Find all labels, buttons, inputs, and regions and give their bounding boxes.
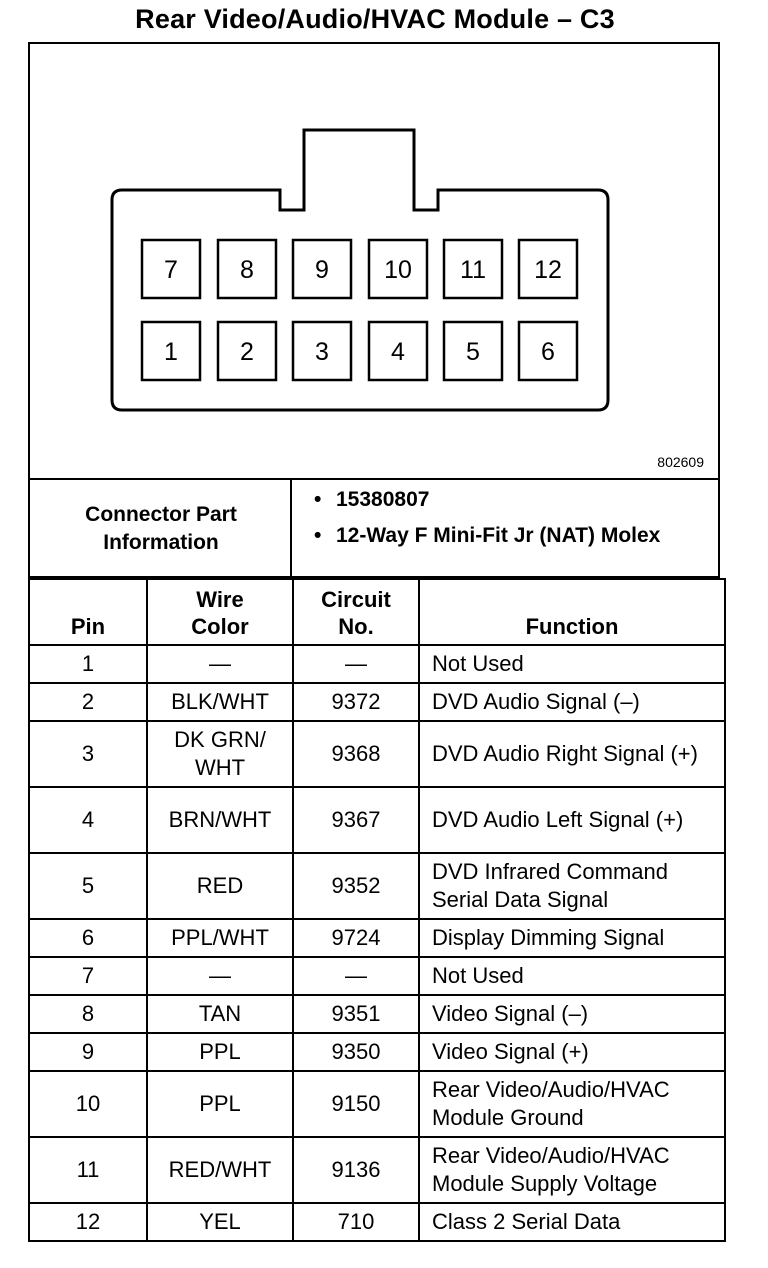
function-cell: DVD Audio Left Signal (+) bbox=[419, 787, 725, 853]
wire-color-cell: — bbox=[147, 645, 293, 683]
header-function: Function bbox=[419, 579, 725, 645]
wire-color-cell: RED bbox=[147, 853, 293, 919]
wire-color-cell: YEL bbox=[147, 1203, 293, 1241]
circuit-cell: 710 bbox=[293, 1203, 419, 1241]
pin-number-label: 5 bbox=[466, 338, 480, 366]
pin-number-label: 6 bbox=[541, 338, 555, 366]
connector-info-item bbox=[314, 522, 696, 549]
pin-cell: 9 bbox=[29, 1033, 147, 1071]
page-title: Rear Video/Audio/HVAC Module – C3 bbox=[135, 4, 615, 34]
connector-info-item bbox=[314, 486, 696, 513]
table-row bbox=[29, 919, 725, 957]
pin-number-label: 3 bbox=[315, 338, 329, 366]
connector-part-number: 15380807 bbox=[336, 488, 430, 511]
wire-color-cell: DK GRN/ WHT bbox=[147, 721, 293, 787]
pin-cell: 6 bbox=[29, 919, 147, 957]
table-header-row bbox=[29, 579, 725, 645]
wire-color-cell: TAN bbox=[147, 995, 293, 1033]
pin-number-label: 2 bbox=[240, 338, 254, 366]
pinout-table bbox=[28, 578, 726, 1242]
function-cell: Rear Video/Audio/HVAC Module Supply Voltage bbox=[419, 1137, 725, 1203]
table-row bbox=[29, 1033, 725, 1071]
circuit-cell: 9351 bbox=[293, 995, 419, 1033]
connector-frame bbox=[28, 42, 720, 578]
pin-cell: 7 bbox=[29, 957, 147, 995]
pin-cell: 3 bbox=[29, 721, 147, 787]
wire-color-cell: RED/WHT bbox=[147, 1137, 293, 1203]
function-cell: Video Signal (+) bbox=[419, 1033, 725, 1071]
table-row bbox=[29, 645, 725, 683]
circuit-cell: 9150 bbox=[293, 1071, 419, 1137]
function-cell: Class 2 Serial Data bbox=[419, 1203, 725, 1241]
table-row bbox=[29, 1137, 725, 1203]
pin-cell: 10 bbox=[29, 1071, 147, 1137]
header-pin: Pin bbox=[29, 579, 147, 645]
circuit-cell: 9368 bbox=[293, 721, 419, 787]
pin-number-label: 7 bbox=[164, 256, 178, 284]
function-cell: Display Dimming Signal bbox=[419, 919, 725, 957]
circuit-cell: 9724 bbox=[293, 919, 419, 957]
pin-cell: 11 bbox=[29, 1137, 147, 1203]
table-row bbox=[29, 683, 725, 721]
pin-cell: 12 bbox=[29, 1203, 147, 1241]
pin-cell: 5 bbox=[29, 853, 147, 919]
pin-number-label: 10 bbox=[384, 256, 412, 284]
figure-id: 802609 bbox=[657, 454, 704, 470]
function-cell: Not Used bbox=[419, 957, 725, 995]
header-wire-color: Wire Color bbox=[147, 579, 293, 645]
function-cell: Not Used bbox=[419, 645, 725, 683]
pin-cell: 4 bbox=[29, 787, 147, 853]
connector-description: 12-Way F Mini-Fit Jr (NAT) Molex bbox=[336, 524, 661, 547]
function-cell: DVD Audio Signal (–) bbox=[419, 683, 725, 721]
pin-number-label: 12 bbox=[534, 256, 562, 284]
pin-number-label: 11 bbox=[460, 256, 486, 284]
circuit-cell: 9367 bbox=[293, 787, 419, 853]
connector-info-label: Connector Part Information bbox=[85, 503, 237, 554]
table-row bbox=[29, 721, 725, 787]
circuit-cell: 9352 bbox=[293, 853, 419, 919]
connector-diagram bbox=[30, 44, 718, 480]
circuit-cell: 9350 bbox=[293, 1033, 419, 1071]
connector-info-items bbox=[292, 480, 720, 578]
pin-cell: 8 bbox=[29, 995, 147, 1033]
circuit-cell: 9136 bbox=[293, 1137, 419, 1203]
pin-cell: 1 bbox=[29, 645, 147, 683]
wire-color-cell: BLK/WHT bbox=[147, 683, 293, 721]
circuit-cell: 9372 bbox=[293, 683, 419, 721]
pin-number-label: 9 bbox=[315, 256, 329, 284]
function-cell: Video Signal (–) bbox=[419, 995, 725, 1033]
table-row bbox=[29, 995, 725, 1033]
wire-color-cell: PPL bbox=[147, 1071, 293, 1137]
table-row bbox=[29, 787, 725, 853]
pin-number-label: 1 bbox=[164, 338, 178, 366]
table-row bbox=[29, 853, 725, 919]
function-cell: DVD Infrared Command Serial Data Signal bbox=[419, 853, 725, 919]
wire-color-cell: BRN/WHT bbox=[147, 787, 293, 853]
table-row bbox=[29, 1071, 725, 1137]
pin-number-label: 4 bbox=[391, 338, 405, 366]
wire-color-cell: — bbox=[147, 957, 293, 995]
bullet-icon: • bbox=[314, 524, 322, 547]
bullet-icon: • bbox=[314, 488, 322, 511]
header-circuit: Circuit No. bbox=[293, 579, 419, 645]
wire-color-cell: PPL/WHT bbox=[147, 919, 293, 957]
connector-face-drawing bbox=[30, 44, 718, 480]
circuit-cell: — bbox=[293, 957, 419, 995]
wire-color-cell: PPL bbox=[147, 1033, 293, 1071]
table-row bbox=[29, 1203, 725, 1241]
function-cell: DVD Audio Right Signal (+) bbox=[419, 721, 725, 787]
pin-cell: 2 bbox=[29, 683, 147, 721]
function-cell: Rear Video/Audio/HVAC Module Ground bbox=[419, 1071, 725, 1137]
table-row bbox=[29, 957, 725, 995]
pin-number-label: 8 bbox=[240, 256, 254, 284]
circuit-cell: — bbox=[293, 645, 419, 683]
